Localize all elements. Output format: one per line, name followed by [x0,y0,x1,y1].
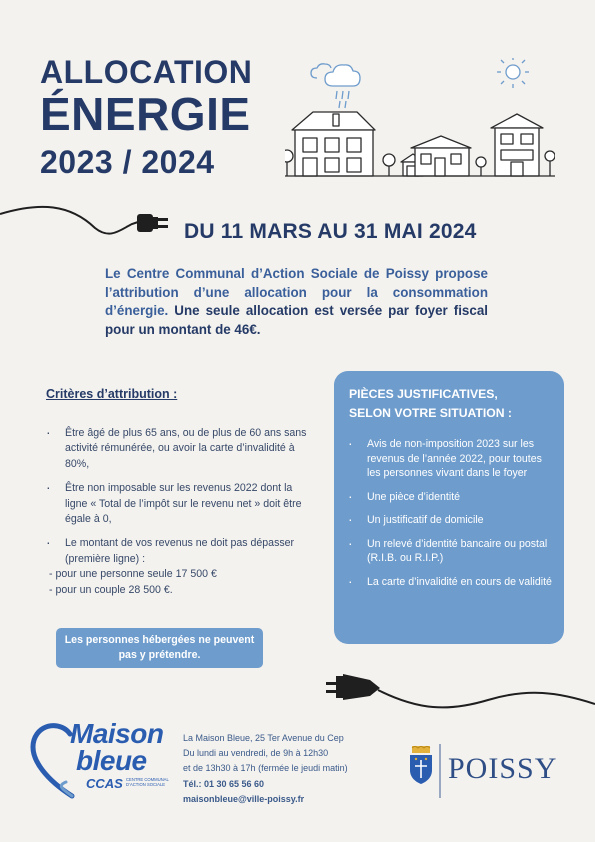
plug-icon [137,214,168,232]
poissy-name: POISSY [448,752,558,785]
criteria-title: Critères d’attribution : [46,387,178,401]
maison-bleue-logo [26,720,181,808]
footer-hours: Du lundi au vendredi, de 9h à 12h30 [183,748,329,759]
logo-divider [439,744,441,798]
list-item: · Un relevé d’identité bancaire ou postal (R.I.B. ou R.I.P.) [348,537,558,566]
list-item: · Une pièce d’identité [348,490,558,505]
intro-amount-text: Une seule allocation est versée par foyer fiscal pour un montant de 46€. [105,303,488,337]
logo-word-maison: Maison [70,718,164,749]
logo-word-bleue: bleue [76,745,147,776]
date-range-heading: DU 11 MARS AU 31 MAI 2024 [184,220,477,243]
hosted-note-box: Les personnes hébergées ne peuvent pas y prétendre. [56,628,263,668]
footer-email[interactable]: maisonbleue@ville-poissy.fr [183,793,305,804]
list-item-text: Le montant de vos revenus ne doit pas dépasser (première ligne) : [65,537,295,565]
footer-contact [183,731,348,807]
logo-ccas: CCAS [86,776,123,791]
supporting-documents-box [334,371,564,644]
supporting-documents-title [349,385,512,423]
footer-hours: et de 13h30 à 17h (fermée le jeudi matin) [183,763,348,774]
intro-paragraph [105,265,488,339]
income-limit-couple: - pour un couple 28 500 €. [49,583,173,596]
houses-illustration [285,58,555,180]
footer-address: La Maison Bleue, 25 Ter Avenue du Cep [183,733,344,743]
cloud-rain-icon [311,64,360,108]
supporting-documents-list [348,437,558,598]
list-item [46,536,316,598]
list-item: · Être non imposable sur les revenus 2022 dont la ligne « Total de l’impôt sur le revenu net » doit être égale à 0, [46,481,316,527]
income-limit-single: - pour une personne seule 17 500 € [49,568,217,581]
socket-plug-icon [326,674,380,700]
title-line: SELON VOTRE SITUATION : [349,406,512,420]
title-line-3: 2023 / 2024 [40,144,215,180]
top-cable [0,200,190,250]
list-item: · Être âgé de plus 65 ans, ou de plus de 60 ans sans activité rémunérée, ou avoir la carte d’invalidité à 80%, [46,426,316,472]
coat-of-arms-icon [408,746,434,786]
intro-text: Le Centre Communal d’Action Sociale de Poissy propose l’attribution d’une allocation pour la consommation d’énergie. [105,266,488,318]
poissy-logo [408,742,568,800]
title-line: PIÈCES JUSTIFICATIVES, [349,387,498,401]
list-item: · Un justificatif de domicile [348,513,558,528]
logo-ccas-full: CENTRE COMMUNAL D’ACTION SOCIALE [126,777,169,787]
bottom-cable [318,660,595,720]
title-line-1: ALLOCATION [40,54,253,90]
criteria-list [46,426,316,607]
list-item: · Avis de non-imposition 2023 sur les revenus de l’année 2022, pour toutes les personnes vivant dans le foyer [348,437,558,481]
sun-icon [497,58,529,88]
title-line-2: ÉNERGIE [40,88,251,140]
footer-phone: Tél.: 01 30 65 56 60 [183,778,265,789]
list-item: · La carte d’invalidité en cours de validité [348,575,558,590]
